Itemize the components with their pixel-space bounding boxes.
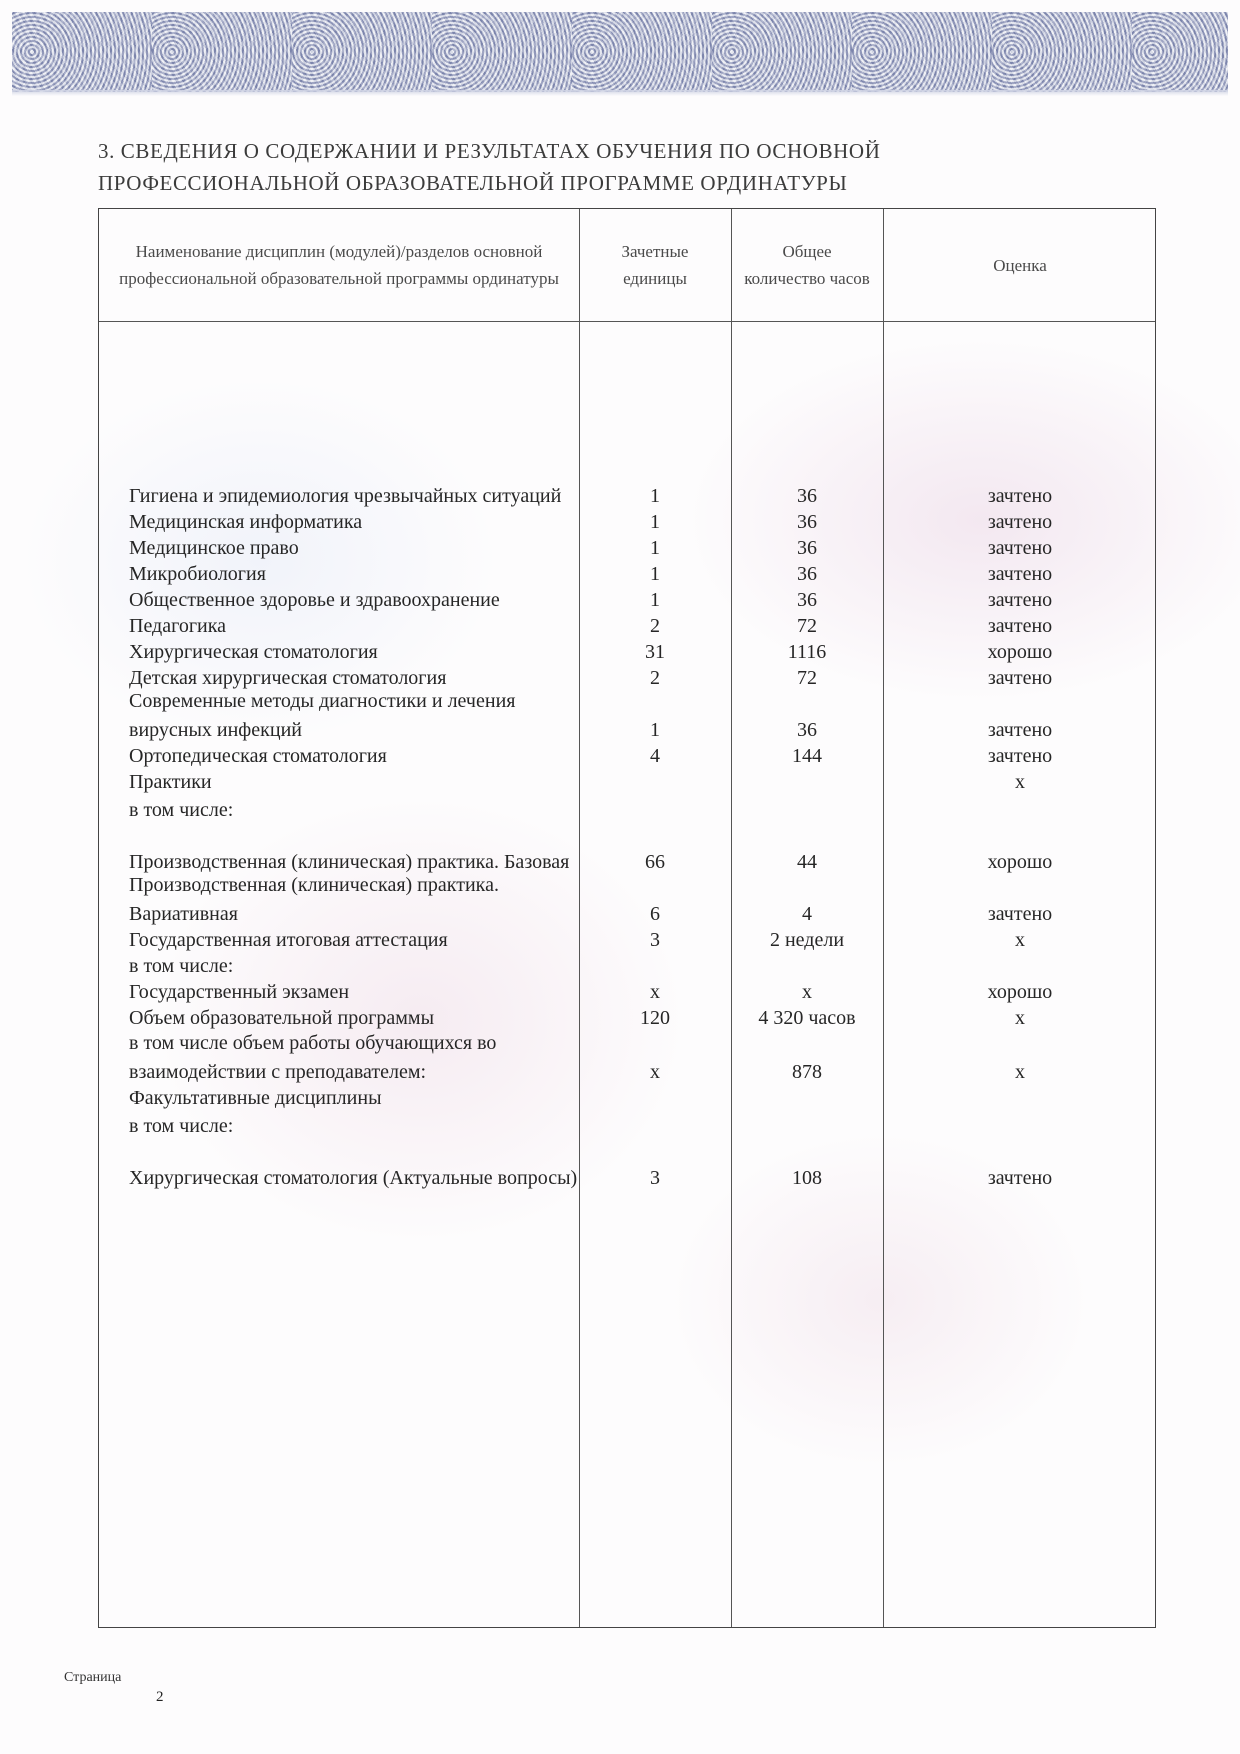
- hours-value: 36: [797, 563, 817, 585]
- band-shadow: [12, 90, 1228, 96]
- grade-value: зачтено: [987, 719, 1053, 741]
- page-number: 2: [156, 1689, 164, 1705]
- grade-value: х: [1015, 1061, 1025, 1083]
- table-row: [99, 1029, 1157, 1087]
- discipline-name: Практики: [129, 771, 212, 793]
- grade-value: х: [1015, 929, 1025, 951]
- results-table: [98, 208, 1156, 1628]
- discipline-name: в том числе:: [129, 799, 234, 821]
- table-row: [99, 952, 1157, 981]
- credits-value: 2: [650, 667, 660, 689]
- discipline-name: в том числе объем работы обучающихся во взаимодействии с преподавателем:: [129, 1032, 497, 1083]
- grade-value: хорошо: [987, 851, 1053, 873]
- discipline-name: Общественное здоровье и здравоохранение: [129, 589, 500, 611]
- hours-value: 36: [797, 511, 817, 533]
- table-row: [99, 560, 1157, 589]
- hours-value: 144: [792, 745, 822, 767]
- table-row: [99, 586, 1157, 615]
- table-row: [99, 978, 1157, 1007]
- grade-value: хорошо: [987, 641, 1053, 663]
- table-row: [99, 768, 1157, 797]
- hours-value: 36: [797, 485, 817, 507]
- hours-value: 72: [797, 667, 817, 689]
- table-row: [99, 687, 1157, 745]
- credits-value: 120: [640, 1007, 670, 1029]
- grade-value: хорошо: [987, 981, 1053, 1003]
- credits-value: 3: [650, 929, 660, 951]
- grade-value: зачтено: [987, 563, 1053, 585]
- discipline-name: Микробиология: [129, 563, 266, 585]
- credits-value: 1: [650, 511, 660, 533]
- discipline-name: Государственный экзамен: [129, 981, 350, 1003]
- hours-value: 1116: [787, 641, 827, 663]
- discipline-name: Детская хирургическая стоматология: [129, 667, 447, 689]
- discipline-name: в том числе:: [129, 1115, 234, 1137]
- credits-value: 31: [645, 641, 665, 663]
- credits-value: 6: [650, 903, 660, 925]
- header-credits: Зачетные единицы: [621, 242, 689, 288]
- header-divider: [99, 321, 1155, 322]
- discipline-name: Объем образовательной программы: [129, 1007, 435, 1029]
- discipline-name: Государственная итоговая аттестация: [129, 929, 448, 951]
- grade-value: х: [1015, 1007, 1025, 1029]
- table-row: [99, 742, 1157, 771]
- discipline-name: Медицинское право: [129, 537, 299, 559]
- grade-value: х: [1015, 771, 1025, 793]
- hours-value: 4: [802, 903, 812, 925]
- decorative-guilloche-band: [12, 12, 1228, 92]
- section-heading: [98, 135, 1098, 199]
- discipline-name: Педагогика: [129, 615, 227, 637]
- discipline-name: Хирургическая стоматология (Актуальные вопросы): [129, 1167, 578, 1189]
- page-label: Страница: [64, 1670, 122, 1685]
- credits-value: х: [650, 981, 660, 1003]
- credits-value: 2: [650, 615, 660, 637]
- table-row: [99, 453, 1157, 511]
- grade-value: зачтено: [987, 615, 1053, 637]
- section-heading-line-1: 3. СВЕДЕНИЯ О СОДЕРЖАНИИ И РЕЗУЛЬТАТАХ ОБУЧЕНИЯ ПО ОСНОВНОЙ: [98, 139, 881, 163]
- table-row: [99, 1084, 1157, 1113]
- hours-value: 36: [797, 589, 817, 611]
- table-row: [99, 534, 1157, 563]
- credits-value: 4: [650, 745, 660, 767]
- grade-value: зачтено: [987, 511, 1053, 533]
- credits-value: 1: [650, 719, 660, 741]
- discipline-name: Гигиена и эпидемиология чрезвычайных ситуаций: [129, 485, 562, 507]
- table-row: [99, 871, 1157, 929]
- credits-value: 1: [650, 485, 660, 507]
- hours-value: 44: [797, 851, 817, 873]
- hours-value: х: [802, 981, 812, 1003]
- credits-value: 1: [650, 589, 660, 611]
- grade-value: зачтено: [987, 1167, 1053, 1189]
- grade-value: зачтено: [987, 745, 1053, 767]
- grade-value: зачтено: [987, 667, 1053, 689]
- credits-value: 66: [645, 851, 665, 873]
- header-hours: Общее количество часов: [744, 242, 870, 288]
- table-row: [99, 612, 1157, 641]
- discipline-name: Хирургическая стоматология: [129, 641, 378, 663]
- discipline-name: Производственная (клиническая) практика. Базовая: [129, 851, 570, 873]
- discipline-name: Медицинская информатика: [129, 511, 363, 533]
- hours-value: 4 320 часов: [758, 1007, 856, 1029]
- table-row: [99, 819, 1157, 877]
- grade-value: зачтено: [987, 485, 1053, 507]
- table-row: [99, 926, 1157, 955]
- table-row: [99, 638, 1157, 667]
- hours-value: 878: [792, 1061, 822, 1083]
- hours-value: 72: [797, 615, 817, 637]
- discipline-name: Факультативные дисциплины: [129, 1087, 382, 1109]
- section-heading-line-2: ПРОФЕССИОНАЛЬНОЙ ОБРАЗОВАТЕЛЬНОЙ ПРОГРАММЕ ОРДИНАТУРЫ: [98, 171, 848, 195]
- hours-value: 2 недели: [769, 929, 845, 951]
- discipline-name: Современные методы диагностики и лечения вирусных инфекций: [129, 690, 516, 741]
- hours-value: 36: [797, 719, 817, 741]
- discipline-name: в том числе:: [129, 955, 234, 977]
- hours-value: 36: [797, 537, 817, 559]
- credits-value: х: [650, 1061, 660, 1083]
- grade-value: зачтено: [987, 537, 1053, 559]
- table-row: [99, 1135, 1157, 1193]
- credits-value: 1: [650, 537, 660, 559]
- discipline-name: Производственная (клиническая) практика. Вариативная: [129, 874, 499, 925]
- credits-value: 1: [650, 563, 660, 585]
- header-discipline: Наименование дисциплин (модулей)/разделов основной профессиональной образовательной программы ординатуры: [119, 242, 559, 288]
- credits-value: 3: [650, 1167, 660, 1189]
- grade-value: зачтено: [987, 589, 1053, 611]
- hours-value: 108: [792, 1167, 822, 1189]
- table-row: [99, 508, 1157, 537]
- discipline-name: Ортопедическая стоматология: [129, 745, 387, 767]
- header-grade: Оценка: [993, 255, 1047, 275]
- grade-value: зачтено: [987, 903, 1053, 925]
